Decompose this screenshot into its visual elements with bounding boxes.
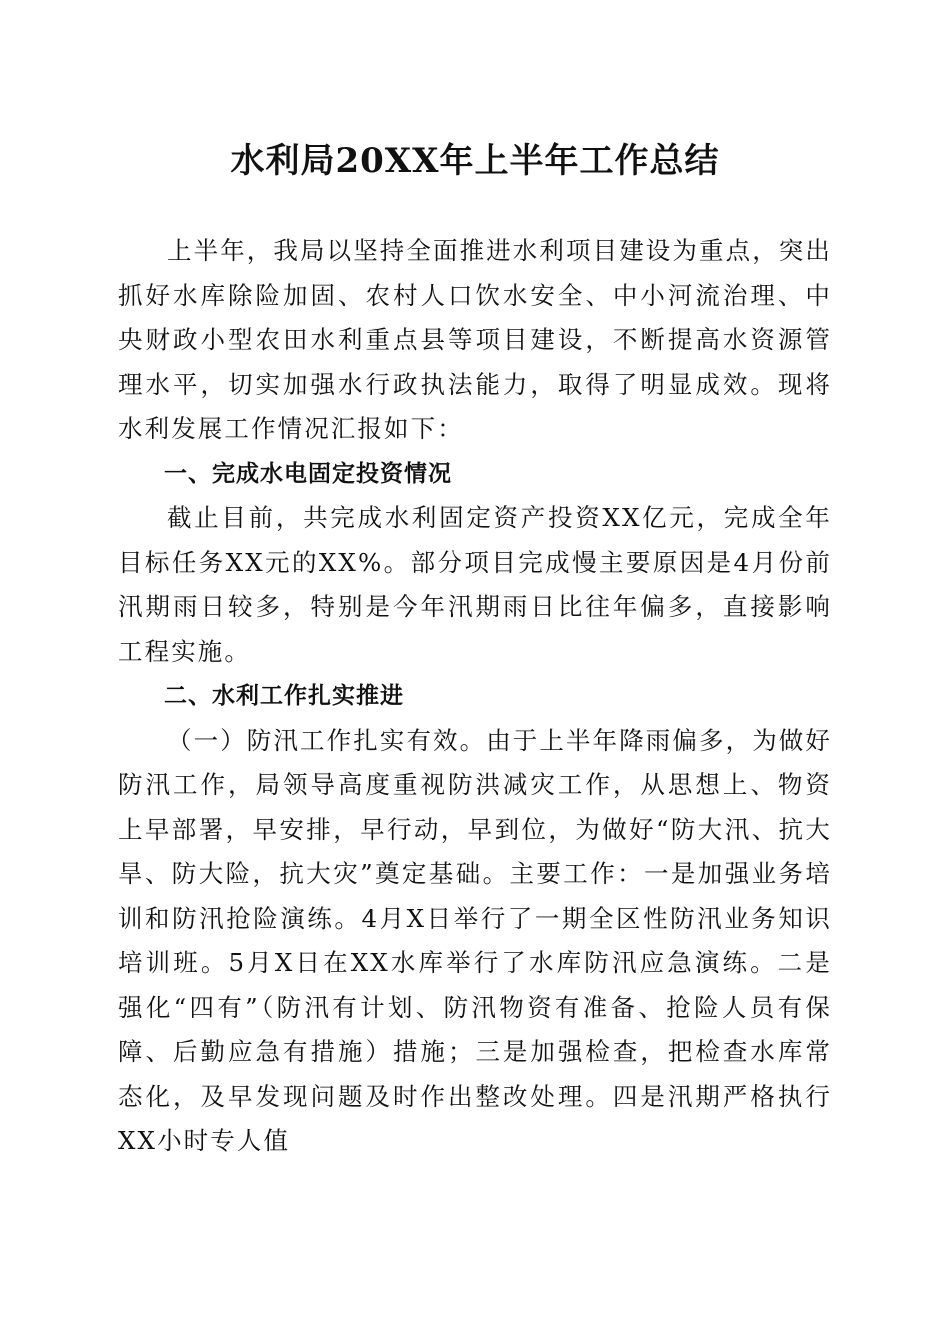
section-heading-work-progress: 二、水利工作扎实推进 [164, 683, 404, 709]
intro-paragraph: 上半年，我局以坚持全面推进水利项目建设为重点，突出抓好水库除险加固、农村人口饮水安全、中小河流治理、中央财政小型农田水利重点县等项目建设，不断提高水资源管理水平，切实加强水行政执法能力，取得了明显成效。现将水利发展工作情况汇报如下： [118, 236, 832, 443]
document-title: 水利局20XX年上半年工作总结 [230, 141, 720, 181]
flood-control-paragraph: （一）防汛工作扎实有效。由于上半年降雨偏多，为做好防汛工作，局领导高度重视防洪减灾工作，从思想上、物资上早部署，早安排，早行动，早到位，为做好“防大汛、抗大旱、防大险，抗大灾”奠定基础。主要工作：一是加强业务培训和防汛抢险演练。4月X日举行了一期全区性防汛业务知识培训班。5月X日在XX水库举行了水库防汛应急演练。二是强化“四有”（防汛有计划、防汛物资有准备、抢险人员有保障、后勤应急有措施）措施；三是加强检查，把检查水库常态化，及早发现问题及时作出整改处理。四是汛期严格执行XX小时专人值 [118, 725, 832, 1155]
section-heading-investment: 一、完成水电固定投资情况 [164, 460, 452, 487]
investment-paragraph: 截止目前，共完成水利固定资产投资XX亿元，完成全年目标任务XX元的XX%。部分项目完成慢主要原因是4月份前汛期雨日较多，特别是今年汛期雨日比往年偏多，直接影响工程实施。 [118, 503, 832, 666]
document-body [118, 229, 832, 1164]
